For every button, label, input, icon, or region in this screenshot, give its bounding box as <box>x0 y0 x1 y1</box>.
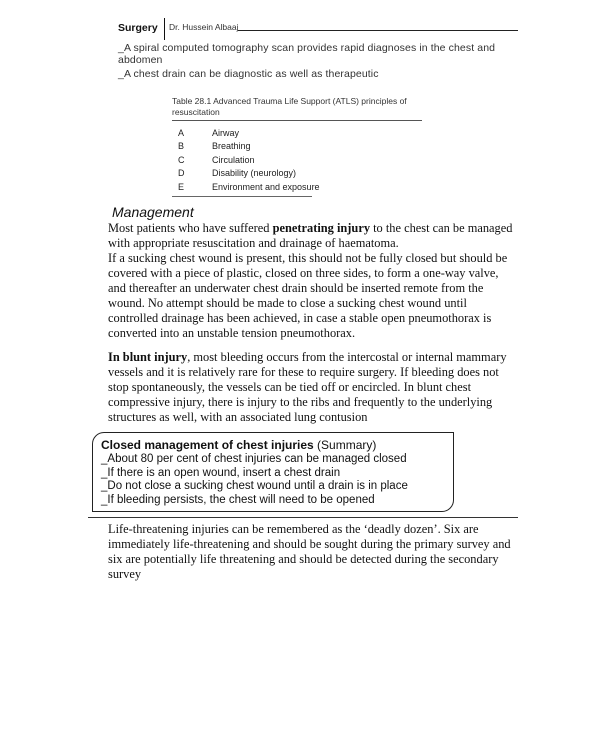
section-rule <box>88 517 518 518</box>
row-text: Disability (neurology) <box>212 168 297 179</box>
summary-item: _If there is an open wound, insert a chest drain <box>101 466 341 479</box>
table-row <box>172 127 422 140</box>
row-text: Breathing <box>212 141 251 152</box>
row-letter: D <box>178 168 185 179</box>
header-author: Dr. Hussein Albaaj <box>169 22 239 32</box>
scan-line-ct: _A spiral computed tomography scan provides rapid diagnoses in the chest and <box>118 42 496 54</box>
management-heading: Management <box>112 204 194 220</box>
bold-term: In blunt injury <box>108 350 188 364</box>
summary-box <box>92 432 454 512</box>
summary-title-rest: (Summary) <box>313 438 377 452</box>
scan-line-abdomen: abdomen <box>118 54 163 66</box>
row-text: Environment and exposure <box>212 181 320 192</box>
header-divider <box>164 18 165 40</box>
table-bottom-rule <box>172 196 312 197</box>
paragraph-penetrating <box>108 221 513 251</box>
table-row <box>172 181 422 194</box>
paragraph-deadly-dozen: Life-threatening injuries can be remembered as the ‘deadly dozen’. Six are immediately life-threatening and should be sought during the primary survey and six are potentially life threatening and should be detected during the secondary survey <box>108 522 511 581</box>
bold-term: penetrating injury <box>272 221 371 235</box>
scan-line-drain: _A chest drain can be diagnostic as well as therapeutic <box>118 68 379 80</box>
summary-title-bold: Closed management of chest injuries <box>101 438 314 452</box>
paragraph-sucking-wound: If a sucking chest wound is present, this should not be fully closed but should be covered with a piece of plastic, closed on three sides, to form a one-way valve, and thereafter an underwater chest drain should be inserted remote from the wound. No attempt should be made to close a sucking chest wound until controlled drainage has been achieved, in case a stable open pneumothorax is converted into an unstable tension pneumothorax. <box>108 251 508 340</box>
table-row <box>172 154 422 167</box>
row-letter: A <box>178 128 185 138</box>
page-header <box>118 18 518 42</box>
row-letter: E <box>178 181 185 192</box>
table-row <box>172 140 422 153</box>
row-letter: B <box>178 141 185 152</box>
row-letter: C <box>178 154 185 165</box>
summary-item: _About 80 per cent of chest injuries can be managed closed <box>101 453 407 465</box>
text-run: , most bleeding occurs from the intercostal or internal mammary vessels and it is relatively rare for these to require surgery. If bleeding does not stop spontaneously, the vessels can be tied off or encircled. In blunt chest compressive injury, there is injury to the ribs and frequently to the underlying structures as well, with an associated lung contusion <box>108 350 507 424</box>
summary-item: _Do not close a sucking chest wound until a drain is in place <box>101 480 408 492</box>
row-text: Airway <box>212 128 240 138</box>
row-text: Circulation <box>212 154 255 165</box>
table-row <box>172 167 422 180</box>
summary-item: _If bleeding persists, the chest will need to be opened <box>101 493 375 506</box>
text-run: Most patients who have suffered <box>108 221 273 235</box>
atls-table <box>172 96 422 197</box>
header-rule <box>238 30 518 31</box>
atls-table-caption: Table 28.1 Advanced Trauma Life Support (ATLS) principles of resuscitation <box>172 96 407 117</box>
header-section: Surgery <box>118 22 158 34</box>
table-rule <box>172 120 422 121</box>
summary-title <box>101 437 445 453</box>
paragraph-blunt <box>108 350 513 425</box>
text-run: to the chest can be managed with appropriate resuscitation and drainage of haematoma. <box>108 221 513 250</box>
